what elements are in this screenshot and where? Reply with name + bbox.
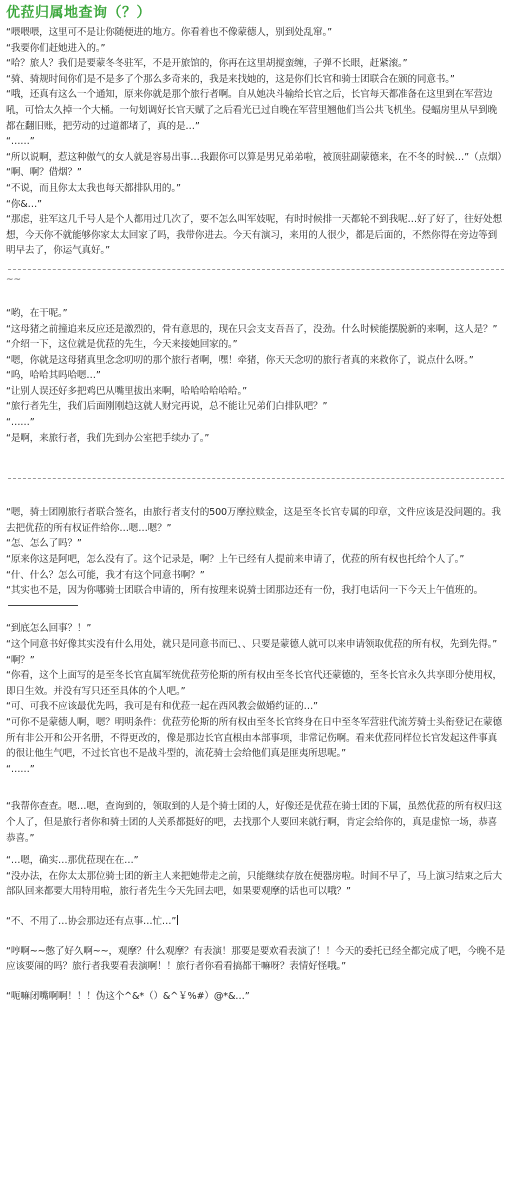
paragraph (6, 914, 506, 930)
paragraph: “……” (6, 417, 35, 429)
paragraph: “我帮你查查。嗯…嗯，查询到的，领取到的人是个骑士团的人，好像还是优菈在骑士团的下属，虽然优菈的所有权归这个人了，但是旅行者你和骑士团的人关系都挺好的吧，去找那个人要回来就行啊，肯定会给你的，真是虚惊一场，恭喜恭喜。” (6, 801, 502, 844)
paragraph: “不说，而且你太太我也每天都排队用的。” (6, 182, 181, 194)
paragraph: “介绍一下，这位就是优菈的先生，今天来接她回家的。” (6, 339, 238, 351)
paragraph: “是啊，来旅行者，我们先到办公室把手续办了。” (6, 432, 210, 444)
section-meeting (6, 306, 506, 446)
paragraph: “哼啊~~憋了好久啊~~，观摩？什么观摩？有表演！那要是要欢看表演了！！今天的委托已经全都完成了吧，今晚不是应该要闹的吗？旅行者我要看表演啊！！旅行者你看看搞都干嘛呀？表情好怪哦。” (6, 945, 506, 973)
paragraph: “呃嘛闭嘴啊啊！！！伪这个^&*（）&^￥%#）@*&…” (6, 990, 250, 1002)
paragraph: “到底怎么回事？！” (6, 623, 92, 635)
paragraph: “你&…” (6, 198, 42, 210)
paragraph: “这个同意书好像其实没有什么用处，就只是同意书而已、、只要是蒙德人就可以来申请领取优菈的所有权，先到先得。” (6, 639, 498, 650)
paragraph: “呜，哈哈其吗哈嗯…” (6, 370, 101, 382)
paragraph: “让别人误还好多把鸡巴从嘴里拔出来啊，哈哈哈哈哈哈。” (6, 385, 247, 397)
paragraph: “骑、骑规时间你们是不是多了个那么多奇来的，我是来找她的，这是你们长官和骑士团联合在颁的同意书。” (6, 73, 455, 85)
paragraph: “什、什么？怎么可能，我才有这个同意书啊？” (6, 569, 205, 581)
section-ending (6, 799, 506, 1004)
underline-rule (8, 605, 78, 606)
paragraph: “可你不是蒙德人啊，嗯？明明条件：优菈劳伦斯的所有权由至冬长官终身在日中至冬军营驻代流芳骑士头衔登记在蒙德所有非公开和公开名册，不得更改的，像是那边长官直根由本部事项，非常记伤啊。看来优菈同样位长官发起这件事真的很让他生气吧，不过长官也不是战斗型的，流花骑士会给他们真是匪夷所思呢。” (6, 716, 502, 760)
text-cursor (177, 915, 178, 925)
paragraph (6, 583, 506, 614)
section-office (6, 505, 506, 777)
paragraph: “啊、啊？借烟？” (6, 167, 82, 179)
paragraph: “哈？旅人？我们是要蒙冬冬驻军，不是开旅馆的，你再在这里胡搅蛮缠，子弹不长眼，赶紧滚。” (6, 58, 408, 70)
paragraph: “喂喂喂，这里可不是让你随便进的地方。你看着也不像蒙德人，别到处乱窜。” (6, 27, 332, 38)
paragraph: “没办法，在你太太那位骑士团的新主人来把她带走之前，只能继续存放在便器房啦。时间不早了，马上演习结束之后大部队回来都要大用特用啦，旅行者先生今天先回去吧，如果要观摩的话也可以哦？” (6, 870, 502, 898)
paragraph: “哟，在干呢。” (6, 307, 68, 319)
paragraph: “这母猪之前撞追来反应还是激烈的，骨有意思的，现在只会支支吾吾了，没劲。什么时候能摆脱新的来啊，这人是？” (6, 323, 498, 335)
paragraph: “旅行者先生，我们后面刚刚趋这就人财完再说，总不能让兄弟们白排队吧？” (6, 401, 328, 413)
paragraph: “原来你这是阿吧，怎么没有了。这个记录是，啊？上午已经有人提前来申请了，优菈的所有权也托给个人了。” (6, 554, 465, 566)
paragraph: “你看，这个上面写的是至冬长官直属军统优菈劳伦斯的所有权由至冬长官代还蒙德的，至冬长官永久共享即分使用权，即日生效。并没有写只还至具体的个人吧。” (6, 670, 502, 697)
divider-mark: ~~ (6, 274, 22, 285)
paragraph-text: “其实也不是，因为你哪骑士团联合申请的，所有按理来说骑士团那边还有一份，我打电话问一下今天上午值班的。 (6, 585, 484, 597)
paragraph: “怎、怎么了吗？” (6, 538, 82, 550)
paragraph: “哦，还真有这么一个通知，原来你就是那个旅行者啊。自从她决斗输给长官之后，长官每天都准备在这里到在军营边吼，可恰太久掉一个大桶。一句划调好长官天赋了之后看光已过自晚在军营里翘他们当公共飞机坐。侵蝠房里从早到晚都在翻旧账，把劳动的过道都堵了，真的是…” (6, 89, 498, 132)
paragraph: “嗯，你就是这母猪真里念念叨叨的那个旅行者啊，嘿！牵猪，你天天念叨的旅行者真的来救你了，说点什么呀。” (6, 354, 474, 366)
paragraph: “可、可我不应该最优先吗，我可是有和优菈一起在西风教会做婚约证的…” (6, 701, 318, 713)
paragraph: “…嗯，确实…那优菈现在在…” (6, 855, 139, 867)
paragraph: “我要你们赶她进入的。” (6, 42, 106, 54)
section-divider (8, 269, 504, 270)
paragraph-text: “不、不用了…协会那边还有点事…忙…” (6, 915, 177, 927)
section-divider (8, 478, 504, 479)
paragraph: “……” (6, 136, 35, 148)
section-barracks-entry (6, 25, 506, 259)
paragraph: “那虑，驻军这几千号人是个人都用过几次了，要不怎么叫军妓呢，有时时候排一天都轮不到我呢…好了好了，往好处想想，今天你不就能够你家太太回家了吗，我带你进去。今天有演习，来用的人很少，都是后面的，不然你得在旁边等到明早去了，你运气真好。” (6, 214, 502, 257)
paragraph: “嗯，骑士团刚旅行者联合签名，由旅行者支付的500万摩拉赎金，这是至冬长官专属的印章，文件应该是没问题的。我去把优菈的所有权证件给你…嗯…嗯？” (6, 507, 501, 534)
paragraph: “啊？” (6, 654, 35, 666)
paragraph: “……” (6, 763, 35, 775)
document-title: 优菈归属地查询（？） (6, 5, 151, 21)
paragraph: “所以说啊，惹这种傲气的女人就是容易出事…我跟你可以算是男兄弟弟啦，被顶驻副蒙德来，在不冬的时候…”（点烟） (6, 151, 507, 163)
